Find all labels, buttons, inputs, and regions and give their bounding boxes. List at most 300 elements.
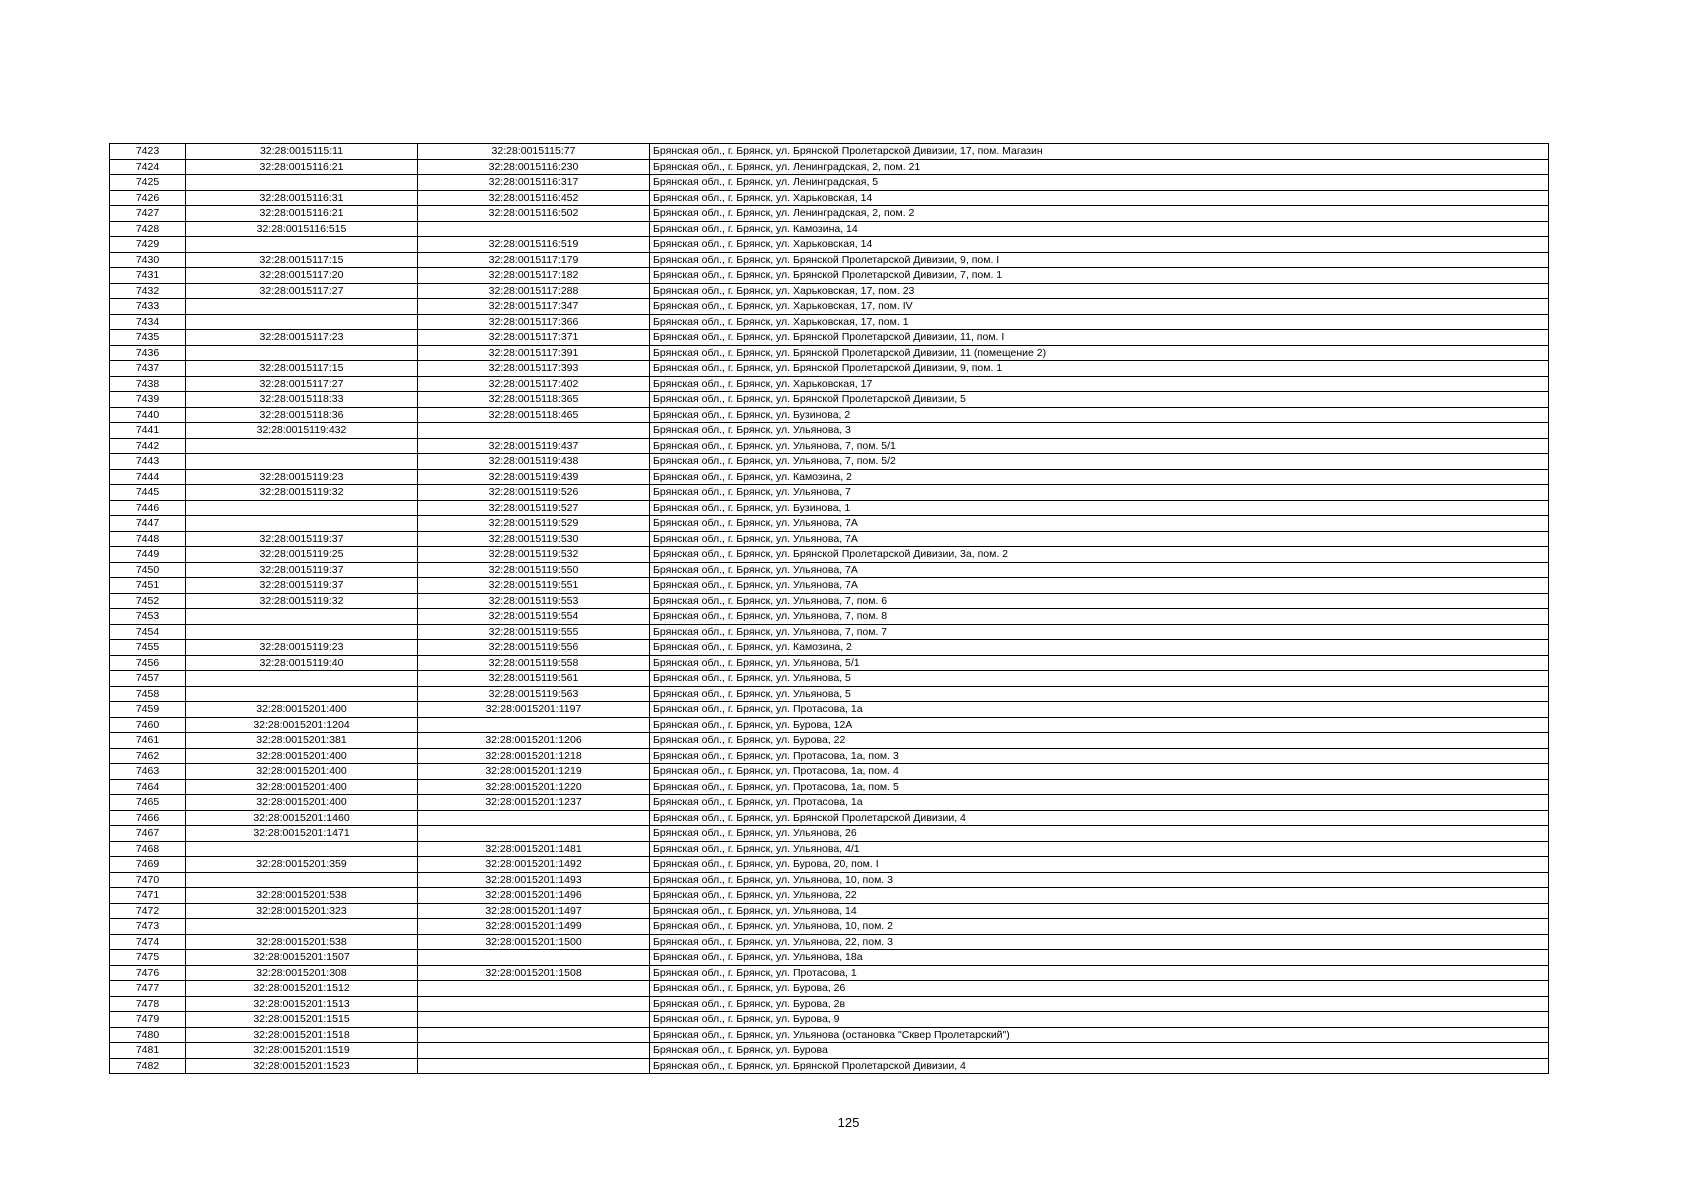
table-row [110, 314, 1549, 330]
object-number-cell: 32:28:0015118:365 [418, 392, 650, 408]
row-number-cell: 7481 [110, 1043, 186, 1059]
address-cell: Брянская обл., г. Брянск, ул. Ленинградская, 5 [650, 175, 1549, 191]
row-number-cell: 7473 [110, 919, 186, 935]
row-number-cell: 7477 [110, 981, 186, 997]
object-number-cell: 32:28:0015201:1218 [418, 748, 650, 764]
registry-table [109, 143, 1549, 1074]
row-number-cell: 7436 [110, 345, 186, 361]
row-number-cell: 7463 [110, 764, 186, 780]
parcel-number-cell: 32:28:0015201:538 [186, 934, 418, 950]
registry-table-body [110, 144, 1549, 1074]
object-number-cell: 32:28:0015201:1237 [418, 795, 650, 811]
parcel-number-cell: 32:28:0015201:1204 [186, 717, 418, 733]
table-row [110, 268, 1549, 284]
parcel-number-cell: 32:28:0015119:37 [186, 531, 418, 547]
parcel-number-cell: 32:28:0015119:32 [186, 593, 418, 609]
object-number-cell: 32:28:0015119:550 [418, 562, 650, 578]
table-row [110, 578, 1549, 594]
object-number-cell [418, 826, 650, 842]
row-number-cell: 7425 [110, 175, 186, 191]
row-number-cell: 7443 [110, 454, 186, 470]
parcel-number-cell [186, 454, 418, 470]
address-cell: Брянская обл., г. Брянск, ул. Ульянова, 14 [650, 903, 1549, 919]
table-row [110, 175, 1549, 191]
row-number-cell: 7432 [110, 283, 186, 299]
table-row [110, 810, 1549, 826]
address-cell: Брянская обл., г. Брянск, ул. Ульянова, 22, пом. 3 [650, 934, 1549, 950]
row-number-cell: 7451 [110, 578, 186, 594]
table-row [110, 919, 1549, 935]
address-cell: Брянская обл., г. Брянск, ул. Бурова, 20, пом. I [650, 857, 1549, 873]
address-cell: Брянская обл., г. Брянск, ул. Харьковская, 17, пом. 1 [650, 314, 1549, 330]
parcel-number-cell [186, 314, 418, 330]
address-cell: Брянская обл., г. Брянск, ул. Бузинова, 1 [650, 500, 1549, 516]
row-number-cell: 7480 [110, 1027, 186, 1043]
parcel-number-cell: 32:28:0015201:1518 [186, 1027, 418, 1043]
address-cell: Брянская обл., г. Брянск, ул. Ленинградская, 2, пом. 2 [650, 206, 1549, 222]
table-row [110, 996, 1549, 1012]
object-number-cell: 32:28:0015201:1493 [418, 872, 650, 888]
object-number-cell: 32:28:0015117:393 [418, 361, 650, 377]
row-number-cell: 7460 [110, 717, 186, 733]
address-cell: Брянская обл., г. Брянск, ул. Харьковская, 14 [650, 237, 1549, 253]
object-number-cell [418, 1027, 650, 1043]
object-number-cell: 32:28:0015201:1500 [418, 934, 650, 950]
address-cell: Брянская обл., г. Брянск, ул. Ульянова, 10, пом. 2 [650, 919, 1549, 935]
address-cell: Брянская обл., г. Брянск, ул. Бурова, 26 [650, 981, 1549, 997]
parcel-number-cell: 32:28:0015201:538 [186, 888, 418, 904]
address-cell: Брянская обл., г. Брянск, ул. Ульянова, 5 [650, 671, 1549, 687]
object-number-cell: 32:28:0015116:519 [418, 237, 650, 253]
row-number-cell: 7454 [110, 624, 186, 640]
row-number-cell: 7468 [110, 841, 186, 857]
address-cell: Брянская обл., г. Брянск, ул. Ульянова, 7А [650, 516, 1549, 532]
parcel-number-cell: 32:28:0015115:11 [186, 144, 418, 160]
parcel-number-cell: 32:28:0015119:40 [186, 655, 418, 671]
object-number-cell: 32:28:0015201:1219 [418, 764, 650, 780]
parcel-number-cell: 32:28:0015119:23 [186, 469, 418, 485]
row-number-cell: 7471 [110, 888, 186, 904]
row-number-cell: 7453 [110, 609, 186, 625]
parcel-number-cell: 32:28:0015201:400 [186, 764, 418, 780]
object-number-cell: 32:28:0015119:532 [418, 547, 650, 563]
address-cell: Брянская обл., г. Брянск, ул. Бурова, 2в [650, 996, 1549, 1012]
table-row [110, 206, 1549, 222]
parcel-number-cell: 32:28:0015117:23 [186, 330, 418, 346]
address-cell: Брянская обл., г. Брянск, ул. Протасова, 1а, пом. 5 [650, 779, 1549, 795]
parcel-number-cell: 32:28:0015201:1512 [186, 981, 418, 997]
object-number-cell [418, 950, 650, 966]
address-cell: Брянская обл., г. Брянск, ул. Ульянова, 7А [650, 578, 1549, 594]
table-row [110, 1012, 1549, 1028]
address-cell: Брянская обл., г. Брянск, ул. Харьковская, 17 [650, 376, 1549, 392]
row-number-cell: 7429 [110, 237, 186, 253]
address-cell: Брянская обл., г. Брянск, ул. Протасова, 1а [650, 702, 1549, 718]
row-number-cell: 7439 [110, 392, 186, 408]
parcel-number-cell [186, 624, 418, 640]
row-number-cell: 7467 [110, 826, 186, 842]
address-cell: Брянская обл., г. Брянск, ул. Бурова, 22 [650, 733, 1549, 749]
row-number-cell: 7455 [110, 640, 186, 656]
object-number-cell: 32:28:0015117:179 [418, 252, 650, 268]
table-row [110, 934, 1549, 950]
table-row [110, 702, 1549, 718]
parcel-number-cell: 32:28:0015201:400 [186, 702, 418, 718]
row-number-cell: 7441 [110, 423, 186, 439]
address-cell: Брянская обл., г. Брянск, ул. Харьковская, 17, пом. 23 [650, 283, 1549, 299]
page-number: 125 [837, 1115, 860, 1130]
object-number-cell: 32:28:0015117:347 [418, 299, 650, 315]
address-cell: Брянская обл., г. Брянск, ул. Брянской Пролетарской Дивизии, 4 [650, 810, 1549, 826]
parcel-number-cell: 32:28:0015117:15 [186, 252, 418, 268]
object-number-cell: 32:28:0015119:561 [418, 671, 650, 687]
row-number-cell: 7450 [110, 562, 186, 578]
parcel-number-cell: 32:28:0015201:1523 [186, 1058, 418, 1074]
parcel-number-cell: 32:28:0015119:37 [186, 578, 418, 594]
object-number-cell: 32:28:0015119:527 [418, 500, 650, 516]
object-number-cell: 32:28:0015201:1496 [418, 888, 650, 904]
row-number-cell: 7474 [110, 934, 186, 950]
row-number-cell: 7449 [110, 547, 186, 563]
object-number-cell: 32:28:0015119:556 [418, 640, 650, 656]
object-number-cell: 32:28:0015201:1508 [418, 965, 650, 981]
row-number-cell: 7445 [110, 485, 186, 501]
object-number-cell: 32:28:0015119:553 [418, 593, 650, 609]
table-row [110, 376, 1549, 392]
row-number-cell: 7478 [110, 996, 186, 1012]
table-row [110, 345, 1549, 361]
table-row [110, 872, 1549, 888]
table-row [110, 593, 1549, 609]
table-row [110, 485, 1549, 501]
row-number-cell: 7465 [110, 795, 186, 811]
parcel-number-cell: 32:28:0015201:400 [186, 795, 418, 811]
table-row [110, 764, 1549, 780]
address-cell: Брянская обл., г. Брянск, ул. Брянской Пролетарской Дивизии, 4 [650, 1058, 1549, 1074]
object-number-cell: 32:28:0015119:555 [418, 624, 650, 640]
table-row [110, 454, 1549, 470]
row-number-cell: 7446 [110, 500, 186, 516]
address-cell: Брянская обл., г. Брянск, ул. Брянской Пролетарской Дивизии, 11 (помещение 2) [650, 345, 1549, 361]
address-cell: Брянская обл., г. Брянск, ул. Ульянова, 5/1 [650, 655, 1549, 671]
address-cell: Брянская обл., г. Брянск, ул. Ульянова, 18а [650, 950, 1549, 966]
object-number-cell: 32:28:0015201:1220 [418, 779, 650, 795]
row-number-cell: 7430 [110, 252, 186, 268]
row-number-cell: 7452 [110, 593, 186, 609]
table-row [110, 671, 1549, 687]
row-number-cell: 7424 [110, 159, 186, 175]
table-row [110, 516, 1549, 532]
table-row [110, 190, 1549, 206]
table-row [110, 717, 1549, 733]
address-cell: Брянская обл., г. Брянск, ул. Ульянова, 7, пом. 6 [650, 593, 1549, 609]
parcel-number-cell [186, 872, 418, 888]
parcel-number-cell: 32:28:0015116:21 [186, 206, 418, 222]
address-cell: Брянская обл., г. Брянск, ул. Камозина, 14 [650, 221, 1549, 237]
row-number-cell: 7464 [110, 779, 186, 795]
table-row [110, 640, 1549, 656]
address-cell: Брянская обл., г. Брянск, ул. Харьковская, 14 [650, 190, 1549, 206]
parcel-number-cell: 32:28:0015117:27 [186, 376, 418, 392]
parcel-number-cell [186, 671, 418, 687]
parcel-number-cell: 32:28:0015201:381 [186, 733, 418, 749]
row-number-cell: 7428 [110, 221, 186, 237]
parcel-number-cell [186, 516, 418, 532]
table-row [110, 950, 1549, 966]
parcel-number-cell [186, 919, 418, 935]
row-number-cell: 7466 [110, 810, 186, 826]
object-number-cell [418, 1012, 650, 1028]
object-number-cell: 32:28:0015117:366 [418, 314, 650, 330]
address-cell: Брянская обл., г. Брянск, ул. Брянской Пролетарской Дивизии, 5 [650, 392, 1549, 408]
object-number-cell: 32:28:0015119:563 [418, 686, 650, 702]
parcel-number-cell: 32:28:0015201:308 [186, 965, 418, 981]
object-number-cell: 32:28:0015201:1497 [418, 903, 650, 919]
parcel-number-cell [186, 237, 418, 253]
parcel-number-cell: 32:28:0015116:515 [186, 221, 418, 237]
row-number-cell: 7459 [110, 702, 186, 718]
table-row [110, 531, 1549, 547]
address-cell: Брянская обл., г. Брянск, ул. Ульянова, 7, пом. 5/1 [650, 438, 1549, 454]
address-cell: Брянская обл., г. Брянск, ул. Брянской Пролетарской Дивизии, 17, пом. Магазин [650, 144, 1549, 160]
object-number-cell: 32:28:0015119:529 [418, 516, 650, 532]
parcel-number-cell: 32:28:0015117:15 [186, 361, 418, 377]
parcel-number-cell: 32:28:0015119:32 [186, 485, 418, 501]
object-number-cell: 32:28:0015118:465 [418, 407, 650, 423]
row-number-cell: 7457 [110, 671, 186, 687]
address-cell: Брянская обл., г. Брянск, ул. Камозина, 2 [650, 469, 1549, 485]
parcel-number-cell: 32:28:0015116:31 [186, 190, 418, 206]
table-row [110, 144, 1549, 160]
table-row [110, 903, 1549, 919]
address-cell: Брянская обл., г. Брянск, ул. Протасова, 1 [650, 965, 1549, 981]
table-row [110, 826, 1549, 842]
table-row [110, 159, 1549, 175]
address-cell: Брянская обл., г. Брянск, ул. Бурова, 12А [650, 717, 1549, 733]
parcel-number-cell [186, 175, 418, 191]
address-cell: Брянская обл., г. Брянск, ул. Камозина, 2 [650, 640, 1549, 656]
table-row [110, 965, 1549, 981]
table-row [110, 423, 1549, 439]
table-row [110, 221, 1549, 237]
row-number-cell: 7442 [110, 438, 186, 454]
table-row [110, 252, 1549, 268]
row-number-cell: 7434 [110, 314, 186, 330]
table-row [110, 733, 1549, 749]
address-cell: Брянская обл., г. Брянск, ул. Ульянова, 7, пом. 5/2 [650, 454, 1549, 470]
row-number-cell: 7423 [110, 144, 186, 160]
object-number-cell: 32:28:0015117:391 [418, 345, 650, 361]
table-row [110, 795, 1549, 811]
address-cell: Брянская обл., г. Брянск, ул. Ульянова, 7, пом. 8 [650, 609, 1549, 625]
address-cell: Брянская обл., г. Брянск, ул. Харьковская, 17, пом. IV [650, 299, 1549, 315]
parcel-number-cell: 32:28:0015201:1471 [186, 826, 418, 842]
object-number-cell: 32:28:0015201:1197 [418, 702, 650, 718]
address-cell: Брянская обл., г. Брянск, ул. Ульянова, 7, пом. 7 [650, 624, 1549, 640]
parcel-number-cell: 32:28:0015201:359 [186, 857, 418, 873]
row-number-cell: 7470 [110, 872, 186, 888]
table-row [110, 438, 1549, 454]
row-number-cell: 7472 [110, 903, 186, 919]
object-number-cell: 32:28:0015116:230 [418, 159, 650, 175]
parcel-number-cell: 32:28:0015201:400 [186, 779, 418, 795]
row-number-cell: 7479 [110, 1012, 186, 1028]
object-number-cell [418, 221, 650, 237]
row-number-cell: 7482 [110, 1058, 186, 1074]
parcel-number-cell: 32:28:0015201:1519 [186, 1043, 418, 1059]
parcel-number-cell: 32:28:0015201:1513 [186, 996, 418, 1012]
row-number-cell: 7431 [110, 268, 186, 284]
address-cell: Брянская обл., г. Брянск, ул. Ленинградская, 2, пом. 21 [650, 159, 1549, 175]
object-number-cell: 32:28:0015119:558 [418, 655, 650, 671]
object-number-cell: 32:28:0015117:288 [418, 283, 650, 299]
object-number-cell: 32:28:0015117:182 [418, 268, 650, 284]
table-row [110, 857, 1549, 873]
address-cell: Брянская обл., г. Брянск, ул. Брянской Пролетарской Дивизии, 3а, пом. 2 [650, 547, 1549, 563]
address-cell: Брянская обл., г. Брянск, ул. Ульянова, 4/1 [650, 841, 1549, 857]
parcel-number-cell [186, 345, 418, 361]
table-row [110, 609, 1549, 625]
table-row [110, 407, 1549, 423]
table-row [110, 283, 1549, 299]
row-number-cell: 7447 [110, 516, 186, 532]
object-number-cell [418, 810, 650, 826]
address-cell: Брянская обл., г. Брянск, ул. Протасова, 1а [650, 795, 1549, 811]
table-row [110, 779, 1549, 795]
address-cell: Брянская обл., г. Брянск, ул. Ульянова, 26 [650, 826, 1549, 842]
object-number-cell: 32:28:0015119:438 [418, 454, 650, 470]
row-number-cell: 7440 [110, 407, 186, 423]
address-cell: Брянская обл., г. Брянск, ул. Ульянова, 3 [650, 423, 1549, 439]
object-number-cell: 32:28:0015201:1206 [418, 733, 650, 749]
object-number-cell [418, 996, 650, 1012]
object-number-cell: 32:28:0015119:554 [418, 609, 650, 625]
object-number-cell: 32:28:0015116:317 [418, 175, 650, 191]
parcel-number-cell: 32:28:0015119:23 [186, 640, 418, 656]
address-cell: Брянская обл., г. Брянск, ул. Ульянова, 7А [650, 562, 1549, 578]
row-number-cell: 7438 [110, 376, 186, 392]
address-cell: Брянская обл., г. Брянск, ул. Протасова, 1а, пом. 3 [650, 748, 1549, 764]
address-cell: Брянская обл., г. Брянск, ул. Бузинова, 2 [650, 407, 1549, 423]
address-cell: Брянская обл., г. Брянск, ул. Брянской Пролетарской Дивизии, 7, пом. 1 [650, 268, 1549, 284]
parcel-number-cell [186, 609, 418, 625]
object-number-cell [418, 1058, 650, 1074]
object-number-cell: 32:28:0015201:1492 [418, 857, 650, 873]
row-number-cell: 7444 [110, 469, 186, 485]
address-cell: Брянская обл., г. Брянск, ул. Бурова, 9 [650, 1012, 1549, 1028]
row-number-cell: 7461 [110, 733, 186, 749]
object-number-cell: 32:28:0015116:502 [418, 206, 650, 222]
table-row [110, 748, 1549, 764]
address-cell: Брянская обл., г. Брянск, ул. Ульянова, 5 [650, 686, 1549, 702]
row-number-cell: 7456 [110, 655, 186, 671]
object-number-cell: 32:28:0015201:1481 [418, 841, 650, 857]
table-row [110, 469, 1549, 485]
object-number-cell [418, 981, 650, 997]
object-number-cell: 32:28:0015119:526 [418, 485, 650, 501]
table-row [110, 330, 1549, 346]
row-number-cell: 7448 [110, 531, 186, 547]
parcel-number-cell: 32:28:0015118:33 [186, 392, 418, 408]
parcel-number-cell: 32:28:0015119:25 [186, 547, 418, 563]
table-row [110, 299, 1549, 315]
parcel-number-cell: 32:28:0015201:400 [186, 748, 418, 764]
table-row [110, 1058, 1549, 1074]
object-number-cell: 32:28:0015119:439 [418, 469, 650, 485]
parcel-number-cell: 32:28:0015201:1515 [186, 1012, 418, 1028]
parcel-number-cell: 32:28:0015119:37 [186, 562, 418, 578]
parcel-number-cell: 32:28:0015201:1460 [186, 810, 418, 826]
row-number-cell: 7469 [110, 857, 186, 873]
address-cell: Брянская обл., г. Брянск, ул. Брянской Пролетарской Дивизии, 9, пом. 1 [650, 361, 1549, 377]
table-row [110, 361, 1549, 377]
address-cell: Брянская обл., г. Брянск, ул. Ульянова (остановка "Сквер Пролетарский") [650, 1027, 1549, 1043]
table-row [110, 237, 1549, 253]
table-row [110, 500, 1549, 516]
object-number-cell: 32:28:0015115:77 [418, 144, 650, 160]
object-number-cell [418, 423, 650, 439]
parcel-number-cell: 32:28:0015116:21 [186, 159, 418, 175]
parcel-number-cell: 32:28:0015119:432 [186, 423, 418, 439]
parcel-number-cell: 32:28:0015201:323 [186, 903, 418, 919]
row-number-cell: 7475 [110, 950, 186, 966]
object-number-cell: 32:28:0015117:371 [418, 330, 650, 346]
table-row [110, 547, 1549, 563]
parcel-number-cell [186, 299, 418, 315]
address-cell: Брянская обл., г. Брянск, ул. Ульянова, 7А [650, 531, 1549, 547]
address-cell: Брянская обл., г. Брянск, ул. Ульянова, 22 [650, 888, 1549, 904]
table-row [110, 686, 1549, 702]
table-row [110, 1043, 1549, 1059]
row-number-cell: 7435 [110, 330, 186, 346]
row-number-cell: 7426 [110, 190, 186, 206]
row-number-cell: 7462 [110, 748, 186, 764]
table-row [110, 624, 1549, 640]
parcel-number-cell [186, 841, 418, 857]
parcel-number-cell: 32:28:0015117:20 [186, 268, 418, 284]
address-cell: Брянская обл., г. Брянск, ул. Протасова, 1а, пом. 4 [650, 764, 1549, 780]
row-number-cell: 7476 [110, 965, 186, 981]
row-number-cell: 7458 [110, 686, 186, 702]
table-row [110, 841, 1549, 857]
object-number-cell [418, 1043, 650, 1059]
table-row [110, 1027, 1549, 1043]
object-number-cell: 32:28:0015119:551 [418, 578, 650, 594]
table-row [110, 888, 1549, 904]
parcel-number-cell [186, 686, 418, 702]
object-number-cell: 32:28:0015119:530 [418, 531, 650, 547]
parcel-number-cell [186, 438, 418, 454]
parcel-number-cell: 32:28:0015201:1507 [186, 950, 418, 966]
object-number-cell: 32:28:0015117:402 [418, 376, 650, 392]
address-cell: Брянская обл., г. Брянск, ул. Бурова [650, 1043, 1549, 1059]
parcel-number-cell [186, 500, 418, 516]
object-number-cell: 32:28:0015119:437 [418, 438, 650, 454]
address-cell: Брянская обл., г. Брянск, ул. Брянской Пролетарской Дивизии, 11, пом. I [650, 330, 1549, 346]
object-number-cell: 32:28:0015201:1499 [418, 919, 650, 935]
row-number-cell: 7437 [110, 361, 186, 377]
table-row [110, 562, 1549, 578]
row-number-cell: 7427 [110, 206, 186, 222]
table-row [110, 392, 1549, 408]
parcel-number-cell: 32:28:0015117:27 [186, 283, 418, 299]
address-cell: Брянская обл., г. Брянск, ул. Брянской Пролетарской Дивизии, 9, пом. I [650, 252, 1549, 268]
parcel-number-cell: 32:28:0015118:36 [186, 407, 418, 423]
address-cell: Брянская обл., г. Брянск, ул. Ульянова, 7 [650, 485, 1549, 501]
table-row [110, 981, 1549, 997]
address-cell: Брянская обл., г. Брянск, ул. Ульянова, 10, пом. 3 [650, 872, 1549, 888]
table-row [110, 655, 1549, 671]
